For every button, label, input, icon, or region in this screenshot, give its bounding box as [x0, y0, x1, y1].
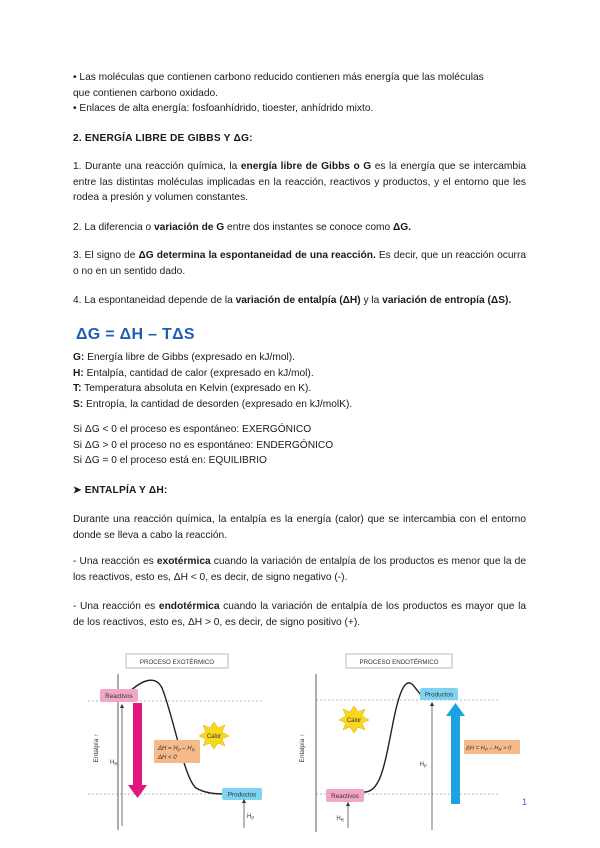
paragraph-spontaneity: 4. La espontaneidad depende de la variación de entalpía (ΔH) y la variación de entropía (ΔS).	[73, 295, 512, 306]
gibbs-formula: ΔG = ΔH – TΔS	[76, 326, 195, 343]
paragraph-enthalpy-definition: Durante una reacción química, la entalpía es la energía (calor) que se intercambia con el entorno donde se lleva a cabo la reacción.	[73, 514, 526, 541]
condition-equilibrium: Si ΔG = 0 el proceso está en: EQUILIBRIO	[73, 455, 267, 466]
paragraph-exothermic: - Una reacción es exotérmica cuando la variación de entalpía de los productos es menor que la de los reactivos, esto es, ΔH < 0, es decir, de signo negativo (-).	[73, 556, 526, 583]
intro-bullets	[73, 70, 526, 117]
exothermic-diagram	[84, 648, 269, 838]
section-gibbs-heading: 2. ENERGÍA LIBRE DE GIBBS Y ΔG:	[73, 133, 253, 144]
page-marker: 1	[522, 797, 528, 807]
exo-hp-label: $H_P$	[247, 814, 255, 821]
paragraph-gibbs-definition: 1. Durante una reacción química, la energía libre de Gibbs o G es la energía que se intercambia entre las distintas moléculas implicadas en la reacción, reactivos y productos, y el entorno que les rodea a presión y volumen constantes.	[73, 161, 527, 203]
endo-hp-label: $H_P$	[419, 762, 427, 769]
exo-reactivos-label: Reactivos	[105, 693, 133, 700]
endo-axis-label: Entalpía ↑	[299, 733, 306, 763]
paragraph-delta-g: 2. La diferencia o variación de G entre dos instantes se conoce como ΔG.	[73, 222, 412, 233]
section-enthalpy-heading: ➤ ENTALPÍA Y ΔH:	[73, 485, 168, 496]
definition-s: S: Entropía, la cantidad de desorden (expresado en kJ/molK).	[73, 398, 353, 410]
endo-hr-label: $H_R$	[336, 816, 344, 823]
condition-endergonic: Si ΔG > 0 el proceso no es espontáneo: ENDERGÓNICO	[73, 439, 334, 451]
exo-title: PROCESO EXOTÉRMICO	[139, 659, 215, 666]
exo-axis-label: Entalpía ↑	[93, 733, 100, 763]
exo-hr-label: $H_R$	[110, 760, 118, 767]
exo-calor-label: Calor	[206, 734, 222, 740]
definition-g: G: Energía libre de Gibbs (expresado en kJ/mol).	[73, 352, 295, 363]
bullet-carbon-line1: • Las moléculas que contienen carbono reducido contienen más energía que las moléculas	[73, 72, 484, 83]
exo-equation-line1: $\Delta H = H_P - H_R$	[158, 746, 195, 753]
endo-reactivos-label: Reactivos	[331, 793, 359, 800]
definition-h: H: Entalpía, cantidad de calor (expresado en kJ/mol).	[73, 367, 314, 379]
endo-title: PROCESO ENDOTÉRMICO	[359, 659, 439, 666]
bullet-high-energy-bonds: • Enlaces de alta energía: fosfoanhídrido, tioester, anhídrido mixto.	[73, 103, 374, 114]
exo-delta-arrow-head	[128, 785, 147, 798]
exo-productos-label: Productos	[227, 791, 257, 799]
variable-definitions	[73, 350, 526, 412]
endo-equation: $\Delta H = H_P - H_R > 0$	[466, 745, 512, 752]
definition-t: T: Temperatura absoluta en Kelvin (expresado en K).	[73, 383, 312, 394]
exo-delta-arrow	[133, 703, 142, 785]
bullet-carbon-line2: que contienen carbono oxidado.	[73, 87, 219, 99]
endo-calor-label: Calor	[346, 718, 362, 724]
paragraph-endothermic: - Una reacción es endotérmica cuando la variación de entalpía de los productos es mayor que la de los reactivos, esto es, ΔH > 0, es decir, de signo positivo (+).	[73, 601, 526, 628]
endo-productos-label: Productos	[424, 691, 454, 699]
condition-exergonic: Si ΔG < 0 el proceso es espontáneo: EXERGÓNICO	[73, 424, 312, 435]
paragraph-sign-delta-g: 3. El signo de ΔG determina la espontaneidad de una reacción. Es decir, que un reacción ocurra o no en un sentido dado.	[73, 250, 527, 277]
endothermic-diagram	[300, 648, 522, 838]
exo-equation-line2: ΔH < 0	[158, 755, 177, 761]
endo-delta-arrow	[451, 716, 460, 804]
endo-delta-arrow-head	[446, 703, 465, 716]
delta-g-conditions	[73, 422, 526, 469]
